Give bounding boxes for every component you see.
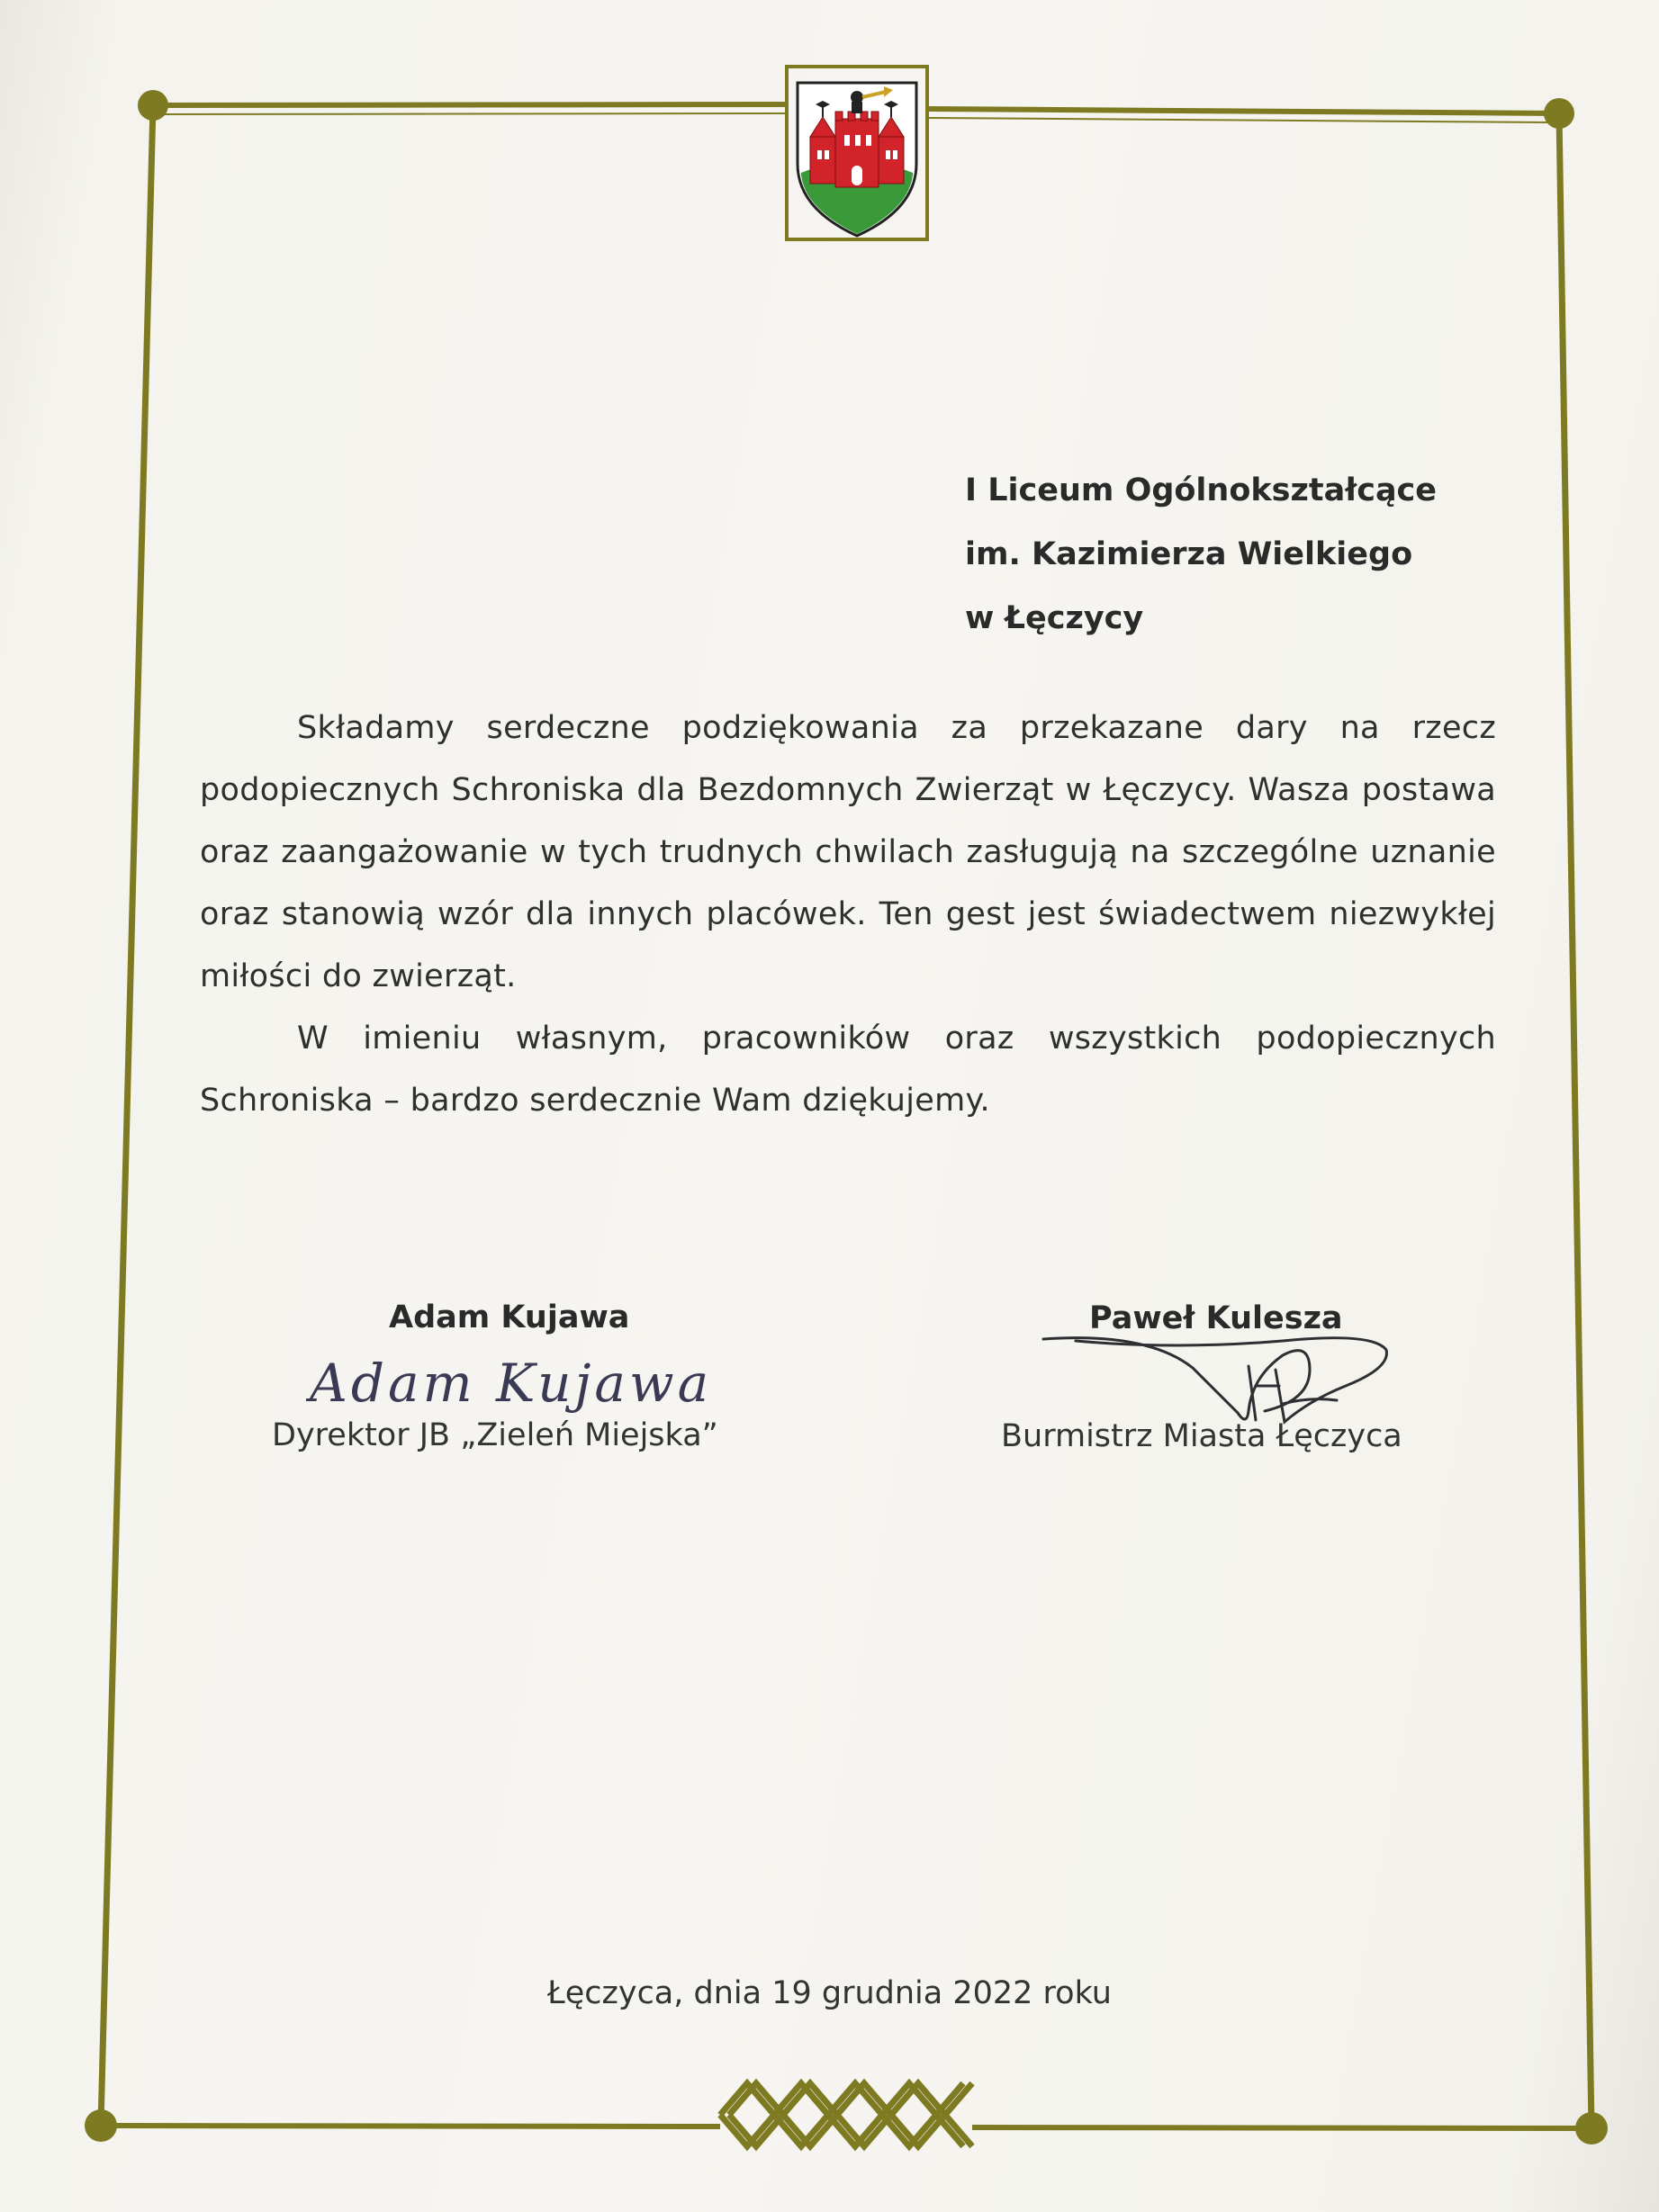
recipient-line-2: im. Kazimierza Wielkiego	[965, 536, 1413, 572]
recipient-block	[965, 459, 1437, 651]
lattice-ornament-icon	[711, 2065, 981, 2164]
right-signatory-role: Burmistrz Miasta Łęczyca	[1001, 1418, 1402, 1454]
coat-of-arms-icon	[785, 65, 929, 241]
body-paragraph-1: Składamy serdeczne podziękowania za przekazane dary na rzecz podopiecznych Schroniska dla Bezdomnych Zwierząt w Łęczycy. Wasza postawa oraz zaangażowanie w tych trudnych chwilach zasługują na szczególne uznanie oraz stanowią wzór dla innych placówek. Ten gest jest świadectwem niezwykłej miłości do zwierząt.	[200, 710, 1496, 994]
body-paragraph-2: W imieniu własnym, pracowników oraz wszystkich podopiecznych Schroniska – bardzo serdecznie Wam dziękujemy.	[200, 1021, 1496, 1119]
left-signatory-role: Dyrektor JB „Zieleń Miejska”	[272, 1417, 718, 1453]
date-place-line: Łęczyca, dnia 19 grudnia 2022 roku	[547, 1975, 1112, 2011]
svg-text:Adam Kujawa: Adam Kujawa	[310, 1353, 713, 1414]
letter-body	[200, 697, 1496, 1132]
left-signatory-name: Adam Kujawa	[389, 1299, 630, 1335]
right-signatory-name: Paweł Kulesza	[1089, 1300, 1343, 1336]
left-handwritten-signature	[306, 1345, 738, 1426]
recipient-line-3: w Łęczycy	[965, 600, 1144, 636]
recipient-line-1: I Liceum Ogólnokształcące	[965, 472, 1438, 508]
